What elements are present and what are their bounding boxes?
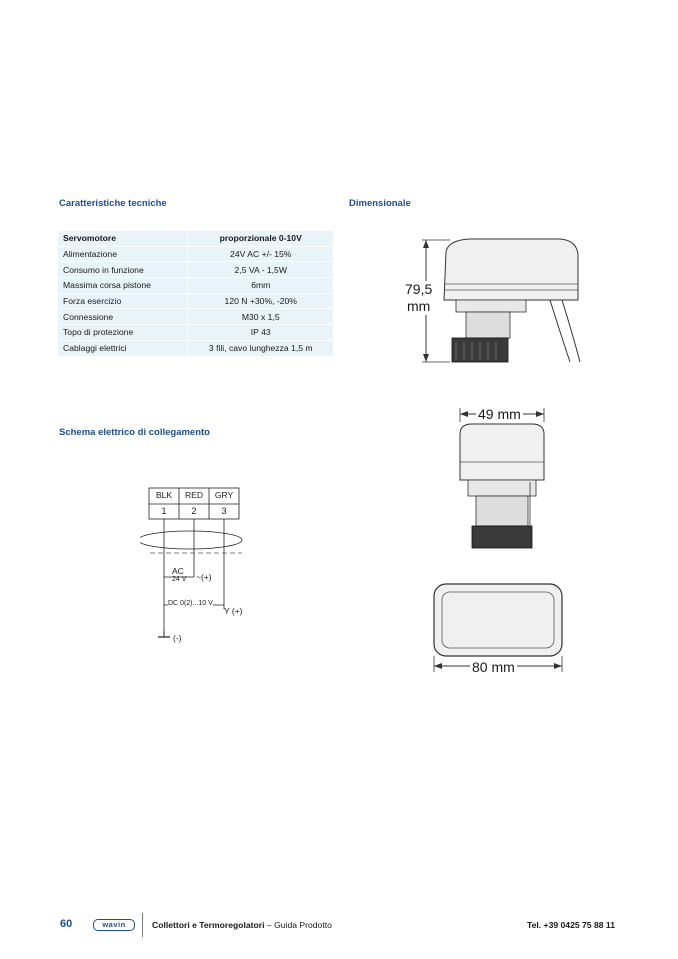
row-label: Massima corsa pistone [58,278,188,294]
row-value: 2,5 VA - 1,5W [188,262,333,278]
table-header-label: Servomotore [58,231,188,246]
row-label: Topo di protezione [58,325,188,341]
table-row [58,325,333,341]
table-row [58,246,333,262]
row-label: Cablaggi elettrici [58,340,188,356]
dc-label: DC 0(2)...10 V [168,600,213,607]
table-row [58,340,333,356]
ground-label: (-) [173,633,182,643]
wiring-heading: Schema elettrico di collegamento [59,427,210,438]
row-value: 3 fili, cavo lunghezza 1,5 m [188,340,333,356]
row-label: Alimentazione [58,246,188,262]
footer-title-rest: – Guida Prodotto [264,920,332,930]
table-header-value: proporzionale 0-10V [188,231,333,246]
height-dimension-label [405,281,432,315]
specs-heading: Caratteristiche tecniche [59,198,167,209]
wire-color-blk: BLK [155,490,173,500]
row-value: 120 N +30%, -20% [188,293,333,309]
terminal-1: 1 [161,506,167,516]
row-label: Connessione [58,309,188,325]
dimensions-heading: Dimensionale [349,198,411,209]
wavin-logo: wavin [93,919,135,931]
row-value: M30 x 1,5 [188,309,333,325]
row-label: Consumo in funzione [58,262,188,278]
terminal-2: 2 [191,506,197,516]
row-value: 24V AC +/- 15% [188,246,333,262]
ac-plus-label: ~(+) [196,572,212,582]
row-value: IP 43 [188,325,333,341]
specs-table [58,231,333,357]
width-bottom-label: 80 mm [472,659,515,675]
footer-phone: Tel. +39 0425 75 88 11 [527,920,616,930]
table-row [58,278,333,294]
wire-color-red: RED [185,490,203,500]
footer-title [152,920,332,930]
height-unit: mm [406,298,431,314]
footer-title-bold: Collettori e Termoregolatori [152,920,265,930]
table-row [58,293,333,309]
table-row [58,262,333,278]
row-value: 6mm [188,278,333,294]
row-label: Forza esercizio [58,293,188,309]
footer-divider [142,913,143,937]
table-row [58,309,333,325]
table-header-row [58,231,333,246]
wire-color-gry: GRY [214,490,234,500]
ac-voltage: 24 V [172,576,187,583]
page-number: 60 [60,918,73,930]
terminal-3: 3 [221,506,227,516]
actuator-front-view [452,402,552,552]
ac-label: AC [172,566,184,576]
height-value: 79,5 [405,281,433,297]
y-label: Y (+) [224,606,243,616]
width-top-label: 49 mm [478,406,521,422]
